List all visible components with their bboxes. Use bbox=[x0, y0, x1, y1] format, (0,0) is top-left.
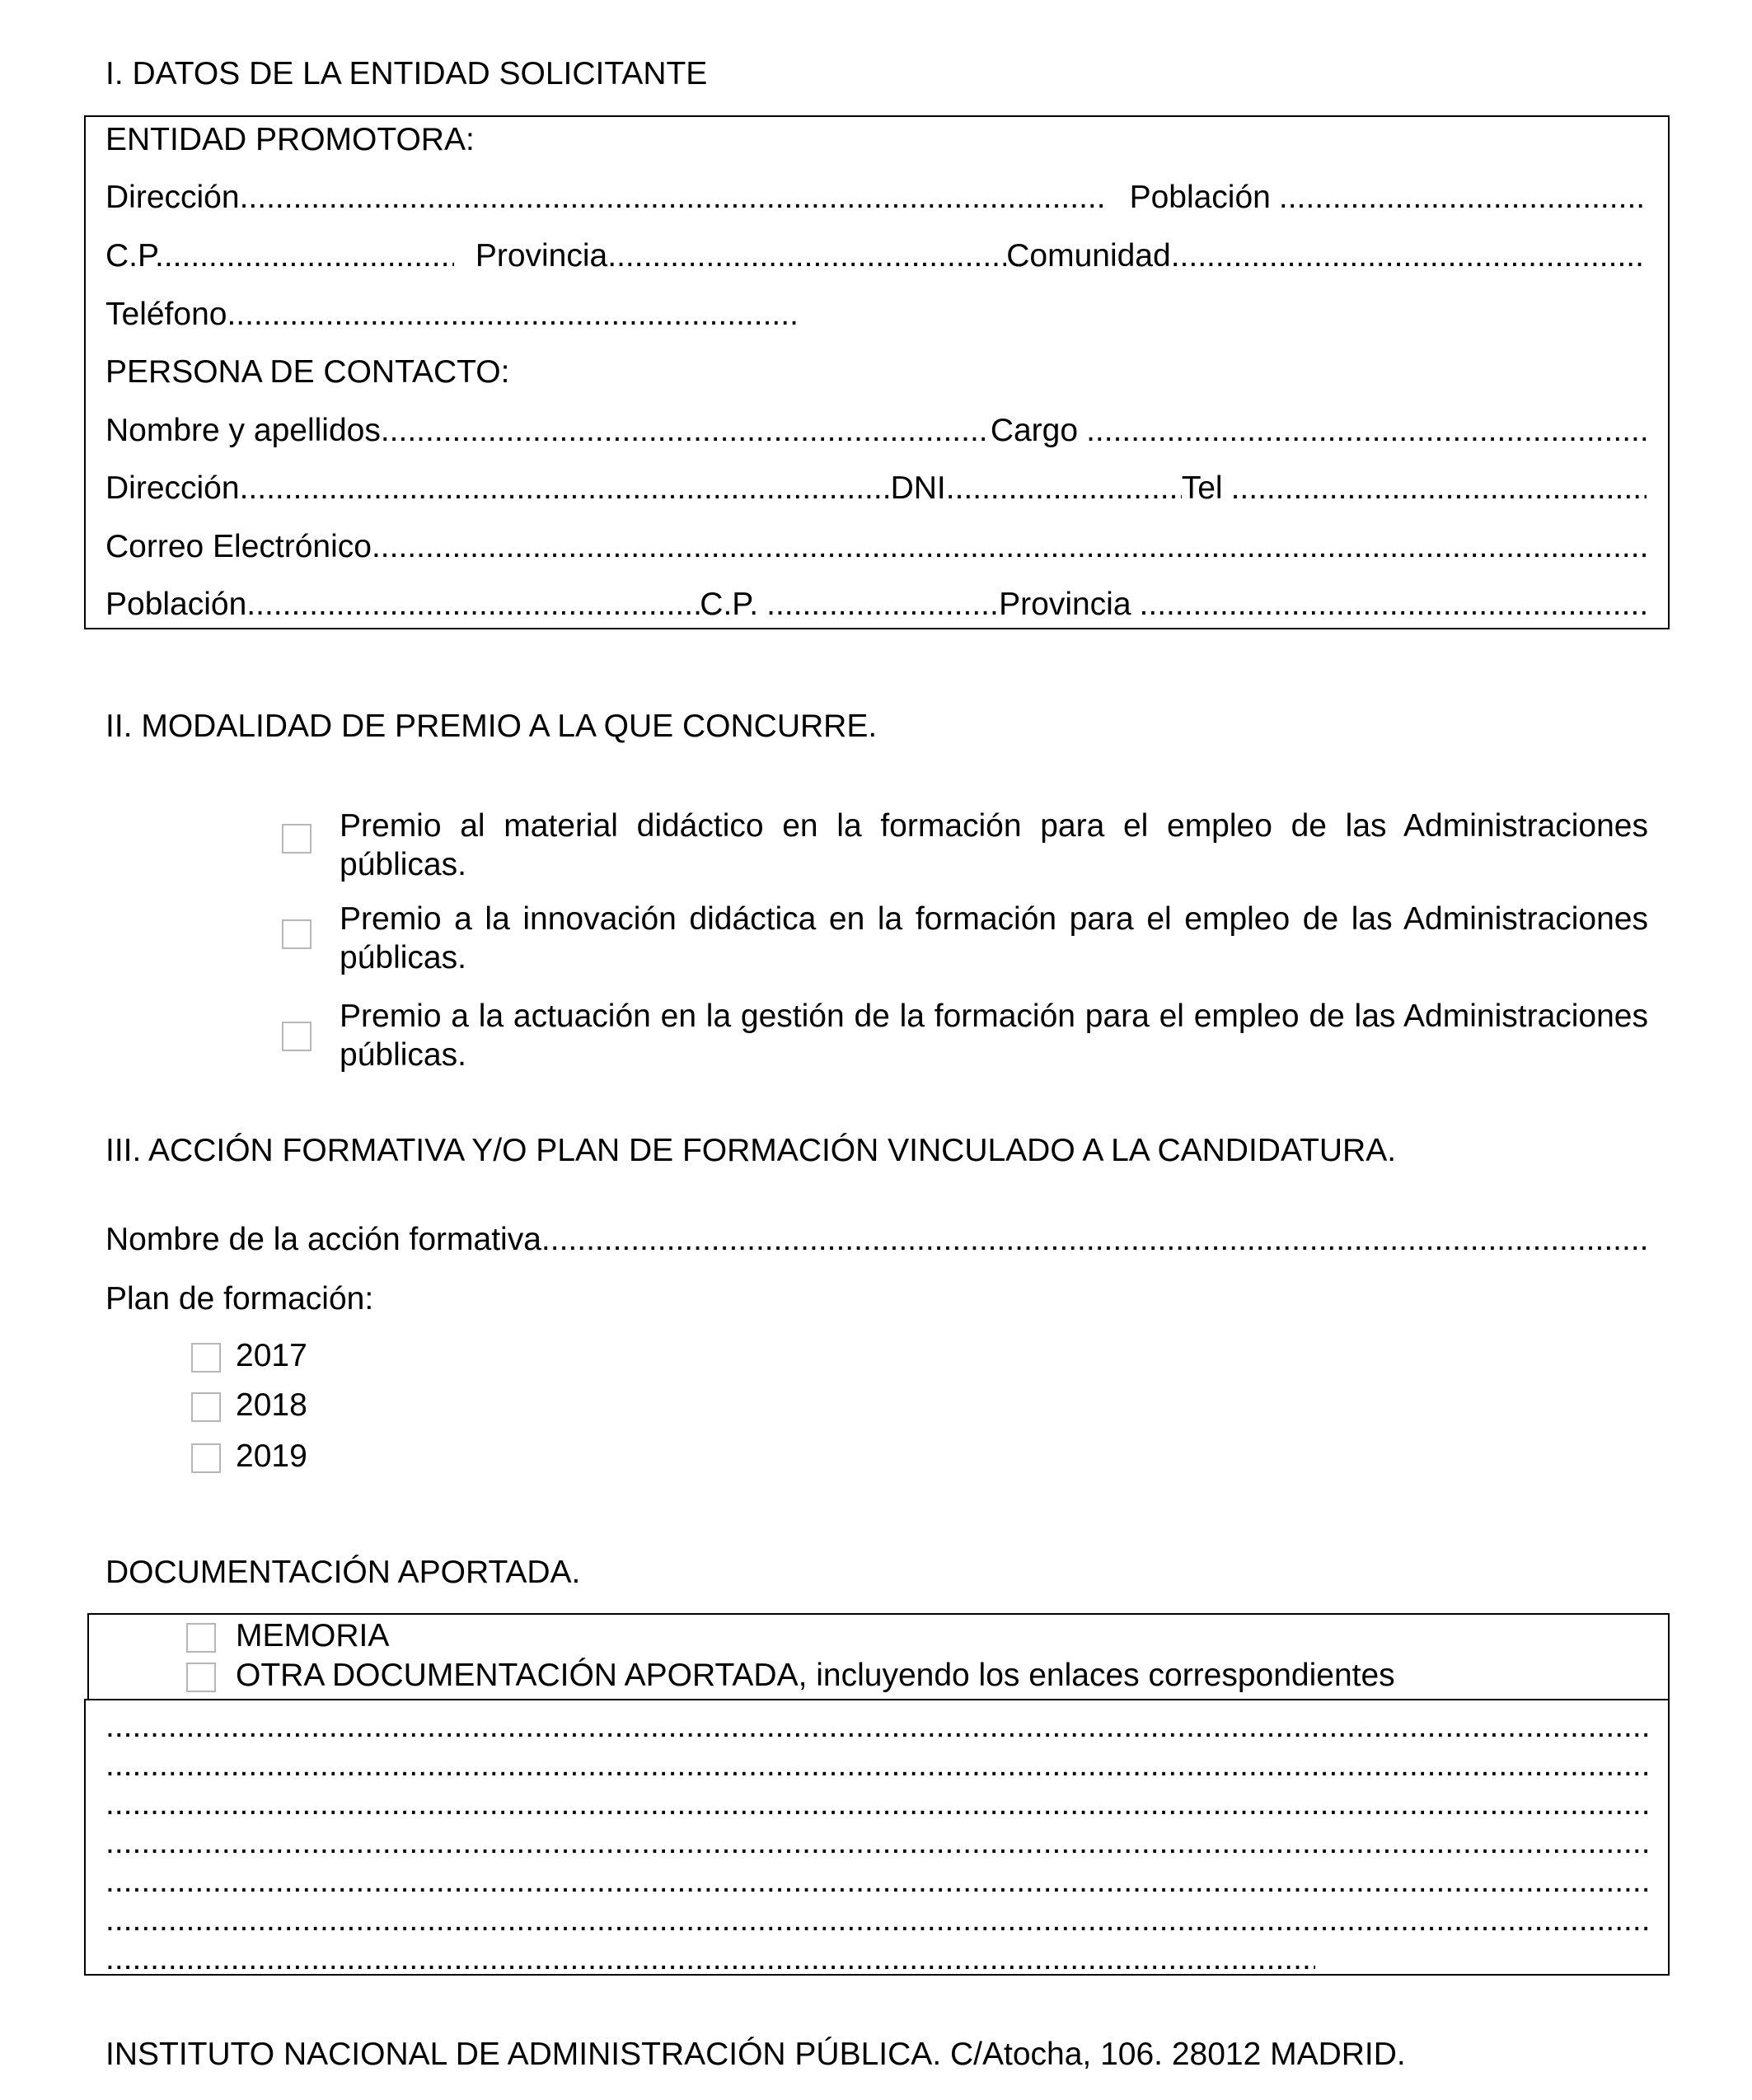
cp-field[interactable] bbox=[164, 238, 454, 275]
documentacion-line bbox=[105, 1786, 1648, 1823]
documentacion-title: DOCUMENTACIÓN APORTADA. bbox=[105, 1555, 581, 1590]
comunidad-field[interactable] bbox=[1171, 238, 1647, 275]
entidad-promotora-heading: ENTIDAD PROMOTORA: bbox=[105, 122, 475, 157]
contacto-provincia-label: Provincia bbox=[999, 587, 1131, 622]
plan-2018-checkbox[interactable] bbox=[191, 1392, 221, 1422]
premio-actuacion-label: Premio a la actuación en la gestión de la formación para el empleo de las Administraciones públicas. bbox=[340, 999, 1648, 1073]
plan-2017-checkbox[interactable] bbox=[191, 1343, 221, 1373]
contacto-poblacion-label: Población bbox=[105, 587, 247, 622]
poblacion-label: Población bbox=[1129, 180, 1271, 215]
documentacion-line bbox=[105, 1825, 1648, 1862]
cp-label: C.P. bbox=[105, 238, 164, 274]
contacto-direccion-row bbox=[105, 470, 1647, 507]
poblacion-field[interactable] bbox=[1279, 180, 1647, 217]
documentacion-line bbox=[105, 1941, 1315, 1978]
plan-2019-label: 2019 bbox=[236, 1438, 307, 1474]
contacto-poblacion-row bbox=[105, 587, 1647, 624]
documentacion-line bbox=[105, 1709, 1648, 1746]
provincia-label: Provincia bbox=[475, 238, 608, 274]
plan-2017-label: 2017 bbox=[236, 1338, 307, 1373]
correo-label: Correo Electrónico bbox=[105, 529, 372, 564]
documentacion-line bbox=[105, 1902, 1648, 1939]
contacto-direccion-label: Dirección bbox=[105, 470, 240, 506]
contacto-cp-label: C.P. bbox=[700, 587, 759, 622]
contacto-cp-field[interactable] bbox=[766, 587, 999, 624]
footer-address: INSTITUTO NACIONAL DE ADMINISTRACIÓN PÚBLICA. C/Atocha, 106. 28012 MADRID. bbox=[105, 2037, 1406, 2072]
section-2-title: II. MODALIDAD DE PREMIO A LA QUE CONCURRE. bbox=[105, 709, 878, 744]
documentacion-line bbox=[105, 1864, 1648, 1901]
telefono-field[interactable] bbox=[227, 297, 799, 334]
correo-field[interactable] bbox=[372, 529, 1647, 566]
cargo-field[interactable] bbox=[1086, 413, 1647, 450]
plan-formacion-label: Plan de formación: bbox=[105, 1281, 374, 1317]
nombre-field[interactable] bbox=[381, 413, 991, 450]
premio-innovacion-label: Premio a la innovación didáctica en la formación para el empleo de las Administraciones públicas. bbox=[340, 901, 1648, 975]
comunidad-label: Comunidad bbox=[1006, 238, 1171, 274]
entidad-direccion-row bbox=[105, 180, 1647, 217]
plan-2019-checkbox[interactable] bbox=[191, 1443, 221, 1473]
entidad-telefono-row bbox=[105, 297, 799, 334]
accion-formativa-label: Nombre de la acción formativa bbox=[105, 1222, 541, 1257]
provincia-field[interactable] bbox=[607, 238, 1006, 275]
contacto-correo-row bbox=[105, 529, 1647, 566]
contacto-nombre-row bbox=[105, 413, 1647, 450]
premio-material-label: Premio al material didáctico en la formación para el empleo de las Administraciones públicas. bbox=[340, 808, 1648, 882]
contacto-provincia-field[interactable] bbox=[1140, 587, 1647, 624]
cargo-label: Cargo bbox=[990, 413, 1079, 448]
memoria-label: MEMORIA bbox=[236, 1618, 390, 1653]
section-3-title: III. ACCIÓN FORMATIVA Y/O PLAN DE FORMACIÓN VINCULADO A LA CANDIDATURA. bbox=[105, 1133, 1397, 1168]
telefono-label: Teléfono bbox=[105, 297, 227, 332]
dni-label: DNI bbox=[890, 470, 946, 506]
tel-label: Tel bbox=[1181, 470, 1223, 506]
memoria-checkbox[interactable] bbox=[186, 1623, 216, 1653]
section-1-title: I. DATOS DE LA ENTIDAD SOLICITANTE bbox=[105, 56, 708, 91]
nombre-label: Nombre y apellidos bbox=[105, 413, 381, 448]
direccion-label: Dirección bbox=[105, 180, 240, 215]
contacto-poblacion-field[interactable] bbox=[246, 587, 700, 624]
documentacion-line bbox=[105, 1747, 1648, 1784]
accion-formativa-row bbox=[105, 1222, 1647, 1259]
entidad-cp-row bbox=[105, 238, 1647, 275]
accion-formativa-field[interactable] bbox=[541, 1222, 1647, 1259]
contacto-direccion-field[interactable] bbox=[240, 470, 891, 507]
dni-field[interactable] bbox=[946, 470, 1182, 507]
otra-documentacion-label: OTRA DOCUMENTACIÓN APORTADA, incluyendo los enlaces correspondientes bbox=[236, 1658, 1395, 1693]
premio-material-checkbox[interactable] bbox=[282, 824, 312, 854]
otra-documentacion-checkbox[interactable] bbox=[186, 1663, 216, 1692]
premio-actuacion-checkbox[interactable] bbox=[282, 1022, 312, 1051]
premio-innovacion-checkbox[interactable] bbox=[282, 919, 312, 949]
tel-field[interactable] bbox=[1231, 470, 1647, 507]
plan-2018-label: 2018 bbox=[236, 1387, 307, 1423]
direccion-field[interactable] bbox=[240, 180, 1108, 217]
persona-contacto-heading: PERSONA DE CONTACTO: bbox=[105, 354, 510, 390]
